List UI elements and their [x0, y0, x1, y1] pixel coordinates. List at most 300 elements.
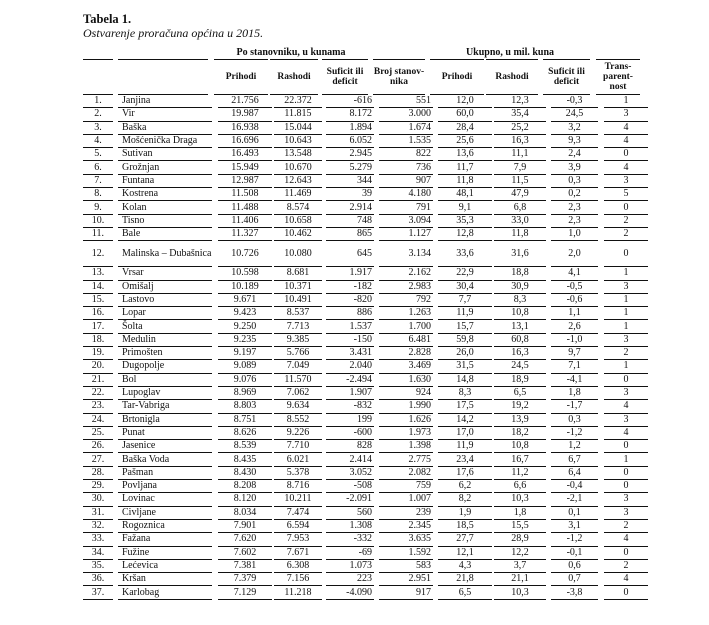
- header-rule: [83, 59, 113, 60]
- broj-stanovnika-cell: 1.535: [379, 135, 433, 148]
- prihodi-per-capita-cell: 7.620: [218, 533, 272, 546]
- prihodi-total-cell: 59,8: [438, 334, 492, 347]
- row-number-cell: 14.: [83, 281, 113, 294]
- table-row: [83, 480, 648, 493]
- rashodi-per-capita-cell: 10.491: [274, 294, 322, 307]
- suficit-per-capita-cell: 1.894: [326, 122, 374, 135]
- rashodi-total-cell: 10,3: [494, 586, 546, 599]
- transparentnost-cell: 3: [604, 281, 648, 294]
- table-row: [83, 453, 648, 466]
- table-row: [83, 95, 648, 108]
- table-row: [83, 573, 648, 586]
- municipality-name-cell: Kršan: [118, 573, 212, 586]
- table-row: [83, 507, 648, 520]
- col-header-transparentnost: Trans- parent- nost: [603, 62, 633, 92]
- rashodi-per-capita-cell: 5.378: [274, 467, 322, 480]
- rashodi-per-capita-cell: 7.049: [274, 360, 322, 373]
- col-header-suficit-total: Suficit ili deficit: [548, 67, 585, 87]
- table-row: [83, 135, 648, 148]
- transparentnost-cell: 3: [604, 387, 648, 400]
- prihodi-per-capita-cell: 10.189: [218, 281, 272, 294]
- rashodi-per-capita-cell: 10.371: [274, 281, 322, 294]
- table-row: [83, 560, 648, 573]
- broj-stanovnika-cell: 917: [379, 586, 433, 599]
- municipality-name-cell: Bale: [118, 228, 212, 241]
- prihodi-per-capita-cell: 8.120: [218, 493, 272, 506]
- rashodi-per-capita-cell: 11.218: [274, 586, 322, 599]
- suficit-total-cell: 1,0: [551, 228, 598, 241]
- row-number-cell: 26.: [83, 440, 113, 453]
- suficit-per-capita-cell: -832: [326, 400, 374, 413]
- suficit-total-cell: -1,0: [551, 334, 598, 347]
- broj-stanovnika-cell: 3.635: [379, 533, 433, 546]
- broj-stanovnika-cell: 239: [379, 507, 433, 520]
- rashodi-per-capita-cell: 11.469: [274, 188, 322, 201]
- row-number-cell: 8.: [83, 188, 113, 201]
- prihodi-total-cell: 23,4: [438, 453, 492, 466]
- rashodi-total-cell: 15,5: [494, 520, 546, 533]
- suficit-per-capita-cell: -150: [326, 334, 374, 347]
- row-number-cell: 10.: [83, 215, 113, 228]
- suficit-total-cell: 0,3: [551, 175, 598, 188]
- rashodi-total-cell: 33,0: [494, 215, 546, 228]
- prihodi-per-capita-cell: 9.235: [218, 334, 272, 347]
- transparentnost-cell: 3: [604, 108, 648, 121]
- prihodi-per-capita-cell: 8.751: [218, 414, 272, 427]
- prihodi-per-capita-cell: 9.250: [218, 320, 272, 333]
- suficit-per-capita-cell: 748: [326, 215, 374, 228]
- broj-stanovnika-cell: 583: [379, 560, 433, 573]
- rashodi-per-capita-cell: 11.815: [274, 108, 322, 121]
- rashodi-total-cell: 18,2: [494, 427, 546, 440]
- prihodi-total-cell: 33,6: [438, 241, 492, 267]
- table-row: [83, 414, 648, 427]
- suficit-per-capita-cell: 2.945: [326, 148, 374, 161]
- broj-stanovnika-cell: 551: [379, 95, 433, 108]
- row-number-cell: 22.: [83, 387, 113, 400]
- prihodi-total-cell: 11,8: [438, 175, 492, 188]
- table-row: [83, 241, 648, 267]
- table-row: [83, 228, 648, 241]
- suficit-total-cell: -1,7: [551, 400, 598, 413]
- suficit-per-capita-cell: -508: [326, 480, 374, 493]
- transparentnost-cell: 4: [604, 573, 648, 586]
- rashodi-per-capita-cell: 22.372: [274, 95, 322, 108]
- rashodi-total-cell: 24,5: [494, 360, 546, 373]
- municipality-name-cell: Lovinac: [118, 493, 212, 506]
- prihodi-per-capita-cell: 11.508: [218, 188, 272, 201]
- municipality-name-cell: Lećevica: [118, 560, 212, 573]
- suficit-per-capita-cell: 3.052: [326, 467, 374, 480]
- broj-stanovnika-cell: 907: [379, 175, 433, 188]
- suficit-per-capita-cell: 223: [326, 573, 374, 586]
- broj-stanovnika-cell: 1.007: [379, 493, 433, 506]
- prihodi-total-cell: 27,7: [438, 533, 492, 546]
- municipality-name-cell: Povljana: [118, 480, 212, 493]
- suficit-per-capita-cell: 2.414: [326, 453, 374, 466]
- broj-stanovnika-cell: 3.469: [379, 360, 433, 373]
- broj-stanovnika-cell: 2.775: [379, 453, 433, 466]
- municipality-name-cell: Grožnjan: [118, 161, 212, 174]
- municipality-name-cell: Punat: [118, 427, 212, 440]
- rashodi-per-capita-cell: 11.570: [274, 374, 322, 387]
- row-number-cell: 36.: [83, 573, 113, 586]
- prihodi-per-capita-cell: 8.626: [218, 427, 272, 440]
- suficit-total-cell: 2,3: [551, 201, 598, 214]
- broj-stanovnika-cell: 3.134: [379, 241, 433, 267]
- prihodi-per-capita-cell: 16.938: [218, 122, 272, 135]
- suficit-total-cell: -3,8: [551, 586, 598, 599]
- prihodi-total-cell: 17,6: [438, 467, 492, 480]
- table-row: [83, 387, 648, 400]
- transparentnost-cell: 1: [604, 307, 648, 320]
- suficit-per-capita-cell: 199: [326, 414, 374, 427]
- table-row: [83, 161, 648, 174]
- row-number-cell: 30.: [83, 493, 113, 506]
- table-row: [83, 493, 648, 506]
- broj-stanovnika-cell: 1.630: [379, 374, 433, 387]
- broj-stanovnika-cell: 6.481: [379, 334, 433, 347]
- transparentnost-cell: 4: [604, 161, 648, 174]
- rashodi-total-cell: 16,3: [494, 347, 546, 360]
- rashodi-per-capita-cell: 10.643: [274, 135, 322, 148]
- transparentnost-cell: 0: [604, 201, 648, 214]
- transparentnost-cell: 1: [604, 453, 648, 466]
- suficit-per-capita-cell: -600: [326, 427, 374, 440]
- row-number-cell: 7.: [83, 175, 113, 188]
- municipality-name-cell: Dugopolje: [118, 360, 212, 373]
- prihodi-total-cell: 28,4: [438, 122, 492, 135]
- suficit-total-cell: 6,7: [551, 453, 598, 466]
- rashodi-per-capita-cell: 10.080: [274, 241, 322, 267]
- transparentnost-cell: 4: [604, 400, 648, 413]
- suficit-per-capita-cell: 1.907: [326, 387, 374, 400]
- prihodi-total-cell: 8,3: [438, 387, 492, 400]
- table-subtitle: Ostvarenje proračuna općina u 2015.: [83, 26, 264, 40]
- municipality-name-cell: Šolta: [118, 320, 212, 333]
- table-row: [83, 440, 648, 453]
- row-number-cell: 28.: [83, 467, 113, 480]
- prihodi-total-cell: 15,7: [438, 320, 492, 333]
- suficit-per-capita-cell: 1.073: [326, 560, 374, 573]
- broj-stanovnika-cell: 1.626: [379, 414, 433, 427]
- prihodi-per-capita-cell: 11.406: [218, 215, 272, 228]
- broj-stanovnika-cell: 736: [379, 161, 433, 174]
- prihodi-per-capita-cell: 9.076: [218, 374, 272, 387]
- municipality-name-cell: Sutivan: [118, 148, 212, 161]
- suficit-per-capita-cell: -332: [326, 533, 374, 546]
- prihodi-per-capita-cell: 10.726: [218, 241, 272, 267]
- table-title: Tabela 1.: [83, 12, 132, 26]
- row-number-cell: 20.: [83, 360, 113, 373]
- municipality-name-cell: Baška Voda: [118, 453, 212, 466]
- transparentnost-cell: 1: [604, 267, 648, 280]
- suficit-total-cell: 9,7: [551, 347, 598, 360]
- municipality-name-cell: Vir: [118, 108, 212, 121]
- municipality-name-cell: Kolan: [118, 201, 212, 214]
- suficit-total-cell: -1,2: [551, 533, 598, 546]
- prihodi-total-cell: 21,8: [438, 573, 492, 586]
- rashodi-total-cell: 60,8: [494, 334, 546, 347]
- prihodi-per-capita-cell: 16.696: [218, 135, 272, 148]
- prihodi-total-cell: 12,1: [438, 547, 492, 560]
- row-number-cell: 13.: [83, 267, 113, 280]
- suficit-total-cell: 2,3: [551, 215, 598, 228]
- rashodi-total-cell: 8,3: [494, 294, 546, 307]
- broj-stanovnika-cell: 924: [379, 387, 433, 400]
- suficit-per-capita-cell: -4.090: [326, 586, 374, 599]
- rashodi-total-cell: 31,6: [494, 241, 546, 267]
- transparentnost-cell: 3: [604, 334, 648, 347]
- prihodi-total-cell: 31,5: [438, 360, 492, 373]
- transparentnost-cell: 1: [604, 294, 648, 307]
- prihodi-per-capita-cell: 7.901: [218, 520, 272, 533]
- table-row: [83, 281, 648, 294]
- transparentnost-cell: 0: [604, 586, 648, 599]
- suficit-per-capita-cell: -182: [326, 281, 374, 294]
- table-row: [83, 215, 648, 228]
- rashodi-total-cell: 47,9: [494, 188, 546, 201]
- prihodi-total-cell: 25,6: [438, 135, 492, 148]
- rashodi-per-capita-cell: 12.643: [274, 175, 322, 188]
- suficit-per-capita-cell: -616: [326, 95, 374, 108]
- prihodi-total-cell: 22,9: [438, 267, 492, 280]
- transparentnost-cell: 2: [604, 520, 648, 533]
- rashodi-per-capita-cell: 7.671: [274, 547, 322, 560]
- rashodi-per-capita-cell: 9.385: [274, 334, 322, 347]
- prihodi-per-capita-cell: 15.949: [218, 161, 272, 174]
- transparentnost-cell: 1: [604, 95, 648, 108]
- rashodi-total-cell: 11,2: [494, 467, 546, 480]
- prihodi-per-capita-cell: 9.423: [218, 307, 272, 320]
- prihodi-total-cell: 17,5: [438, 400, 492, 413]
- row-number-cell: 37.: [83, 586, 113, 599]
- transparentnost-cell: 3: [604, 493, 648, 506]
- row-number-cell: 5.: [83, 148, 113, 161]
- table-row: [83, 374, 648, 387]
- rashodi-per-capita-cell: 8.681: [274, 267, 322, 280]
- table-row: [83, 294, 648, 307]
- rashodi-per-capita-cell: 15.044: [274, 122, 322, 135]
- rashodi-total-cell: 35,4: [494, 108, 546, 121]
- rashodi-per-capita-cell: 9.226: [274, 427, 322, 440]
- broj-stanovnika-cell: 1.592: [379, 547, 433, 560]
- table-row: [83, 427, 648, 440]
- rashodi-total-cell: 10,8: [494, 307, 546, 320]
- broj-stanovnika-cell: 2.983: [379, 281, 433, 294]
- suficit-per-capita-cell: 828: [326, 440, 374, 453]
- table-body: [83, 95, 648, 600]
- suficit-total-cell: 4,1: [551, 267, 598, 280]
- transparentnost-cell: 0: [604, 241, 648, 267]
- prihodi-total-cell: 14,8: [438, 374, 492, 387]
- rashodi-per-capita-cell: 7.474: [274, 507, 322, 520]
- municipality-name-cell: Brtonigla: [118, 414, 212, 427]
- suficit-per-capita-cell: 3.431: [326, 347, 374, 360]
- suficit-total-cell: 3,2: [551, 122, 598, 135]
- rashodi-per-capita-cell: 6.594: [274, 520, 322, 533]
- rashodi-per-capita-cell: 9.634: [274, 400, 322, 413]
- suficit-per-capita-cell: 8.172: [326, 108, 374, 121]
- table-row: [83, 467, 648, 480]
- rashodi-total-cell: 10,8: [494, 440, 546, 453]
- transparentnost-cell: 4: [604, 427, 648, 440]
- rashodi-per-capita-cell: 5.766: [274, 347, 322, 360]
- table-row: [83, 267, 648, 280]
- prihodi-per-capita-cell: 12.987: [218, 175, 272, 188]
- rashodi-total-cell: 10,3: [494, 493, 546, 506]
- rashodi-total-cell: 25,2: [494, 122, 546, 135]
- row-number-cell: 34.: [83, 547, 113, 560]
- row-number-cell: 9.: [83, 201, 113, 214]
- row-number-cell: 31.: [83, 507, 113, 520]
- prihodi-per-capita-cell: 9.197: [218, 347, 272, 360]
- transparentnost-cell: 5: [604, 188, 648, 201]
- prihodi-total-cell: 9,1: [438, 201, 492, 214]
- prihodi-per-capita-cell: 7.602: [218, 547, 272, 560]
- municipality-name-cell: Lastovo: [118, 294, 212, 307]
- transparentnost-cell: 4: [604, 533, 648, 546]
- rashodi-total-cell: 1,8: [494, 507, 546, 520]
- row-number-cell: 24.: [83, 414, 113, 427]
- transparentnost-cell: 2: [604, 560, 648, 573]
- suficit-total-cell: -0,5: [551, 281, 598, 294]
- suficit-total-cell: -0,1: [551, 547, 598, 560]
- rashodi-total-cell: 18,8: [494, 267, 546, 280]
- row-number-cell: 1.: [83, 95, 113, 108]
- prihodi-per-capita-cell: 7.129: [218, 586, 272, 599]
- municipality-name-cell: Fažana: [118, 533, 212, 546]
- prihodi-total-cell: 17,0: [438, 427, 492, 440]
- group-header-total: Ukupno, u mil. kuna: [465, 47, 555, 58]
- col-header-prihodi: Prihodi: [225, 72, 257, 82]
- prihodi-per-capita-cell: 8.034: [218, 507, 272, 520]
- table-row: [83, 175, 648, 188]
- prihodi-total-cell: 60,0: [438, 108, 492, 121]
- prihodi-total-cell: 11,9: [438, 307, 492, 320]
- rashodi-per-capita-cell: 7.062: [274, 387, 322, 400]
- suficit-per-capita-cell: 1.917: [326, 267, 374, 280]
- transparentnost-cell: 1: [604, 320, 648, 333]
- table-row: [83, 148, 648, 161]
- municipality-name-cell: Rogoznica: [118, 520, 212, 533]
- rashodi-total-cell: 3,7: [494, 560, 546, 573]
- transparentnost-cell: 0: [604, 467, 648, 480]
- row-number-cell: 32.: [83, 520, 113, 533]
- prihodi-total-cell: 30,4: [438, 281, 492, 294]
- table-row: [83, 320, 648, 333]
- broj-stanovnika-cell: 2.162: [379, 267, 433, 280]
- municipality-name-cell: Omišalj: [118, 281, 212, 294]
- prihodi-total-cell: 26,0: [438, 347, 492, 360]
- transparentnost-cell: 2: [604, 347, 648, 360]
- broj-stanovnika-cell: 4.180: [379, 188, 433, 201]
- prihodi-total-cell: 8,2: [438, 493, 492, 506]
- suficit-per-capita-cell: -69: [326, 547, 374, 560]
- broj-stanovnika-cell: 3.094: [379, 215, 433, 228]
- municipality-name-cell: Kostrena: [118, 188, 212, 201]
- prihodi-per-capita-cell: 9.671: [218, 294, 272, 307]
- rashodi-total-cell: 12,2: [494, 547, 546, 560]
- prihodi-total-cell: 48,1: [438, 188, 492, 201]
- row-number-cell: 17.: [83, 320, 113, 333]
- rashodi-total-cell: 18,9: [494, 374, 546, 387]
- suficit-per-capita-cell: 1.308: [326, 520, 374, 533]
- row-number-cell: 29.: [83, 480, 113, 493]
- broj-stanovnika-cell: 2.951: [379, 573, 433, 586]
- rashodi-per-capita-cell: 8.574: [274, 201, 322, 214]
- table-row: [83, 347, 648, 360]
- row-number-cell: 18.: [83, 334, 113, 347]
- prihodi-per-capita-cell: 8.430: [218, 467, 272, 480]
- broj-stanovnika-cell: 791: [379, 201, 433, 214]
- prihodi-total-cell: 18,5: [438, 520, 492, 533]
- prihodi-per-capita-cell: 19.987: [218, 108, 272, 121]
- transparentnost-cell: 2: [604, 215, 648, 228]
- suficit-per-capita-cell: 2.914: [326, 201, 374, 214]
- rashodi-total-cell: 30,9: [494, 281, 546, 294]
- table-row: [83, 122, 648, 135]
- row-number-cell: 33.: [83, 533, 113, 546]
- rashodi-per-capita-cell: 7.713: [274, 320, 322, 333]
- prihodi-per-capita-cell: 8.969: [218, 387, 272, 400]
- suficit-per-capita-cell: 6.052: [326, 135, 374, 148]
- row-number-cell: 11.: [83, 228, 113, 241]
- suficit-total-cell: 0,7: [551, 573, 598, 586]
- broj-stanovnika-cell: 1.990: [379, 400, 433, 413]
- prihodi-per-capita-cell: 8.208: [218, 480, 272, 493]
- rashodi-total-cell: 6,5: [494, 387, 546, 400]
- rashodi-per-capita-cell: 7.710: [274, 440, 322, 453]
- prihodi-total-cell: 6,5: [438, 586, 492, 599]
- municipality-name-cell: Malinska – Dubašnica: [118, 241, 212, 267]
- row-number-cell: 35.: [83, 560, 113, 573]
- transparentnost-cell: 4: [604, 122, 648, 135]
- suficit-per-capita-cell: 645: [326, 241, 374, 267]
- suficit-per-capita-cell: 39: [326, 188, 374, 201]
- table-row: [83, 533, 648, 546]
- budget-table: [83, 95, 648, 600]
- prihodi-per-capita-cell: 7.379: [218, 573, 272, 586]
- col-header-rashodi: Rashodi: [277, 72, 311, 82]
- broj-stanovnika-cell: 3.000: [379, 108, 433, 121]
- row-number-cell: 3.: [83, 122, 113, 135]
- col-header-suficit: Suficit ili deficit: [326, 67, 364, 87]
- suficit-total-cell: 1,1: [551, 307, 598, 320]
- transparentnost-cell: 0: [604, 547, 648, 560]
- suficit-total-cell: 7,1: [551, 360, 598, 373]
- transparentnost-cell: 3: [604, 175, 648, 188]
- municipality-name-cell: Janjina: [118, 95, 212, 108]
- rashodi-per-capita-cell: 7.953: [274, 533, 322, 546]
- broj-stanovnika-cell: 1.127: [379, 228, 433, 241]
- prihodi-per-capita-cell: 8.435: [218, 453, 272, 466]
- rashodi-total-cell: 16,3: [494, 135, 546, 148]
- broj-stanovnika-cell: 822: [379, 148, 433, 161]
- municipality-name-cell: Jasenice: [118, 440, 212, 453]
- municipality-name-cell: Bol: [118, 374, 212, 387]
- broj-stanovnika-cell: 2.345: [379, 520, 433, 533]
- prihodi-per-capita-cell: 9.089: [218, 360, 272, 373]
- table-row: [83, 307, 648, 320]
- row-number-cell: 12.: [83, 241, 113, 267]
- rashodi-per-capita-cell: 10.658: [274, 215, 322, 228]
- rashodi-total-cell: 11,5: [494, 175, 546, 188]
- municipality-name-cell: Fužine: [118, 547, 212, 560]
- rashodi-total-cell: 6,6: [494, 480, 546, 493]
- row-number-cell: 6.: [83, 161, 113, 174]
- prihodi-total-cell: 14,2: [438, 414, 492, 427]
